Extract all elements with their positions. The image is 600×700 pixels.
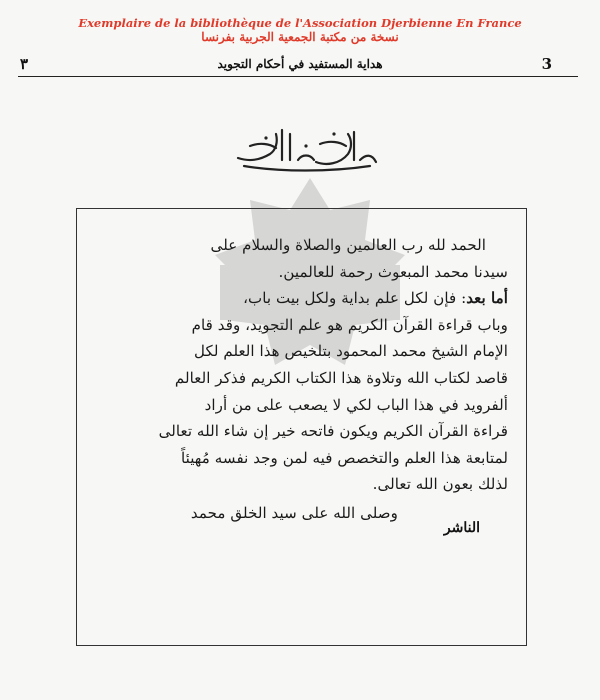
library-stamp-french: Exemplaire de la bibliothèque de l'Association Djerbienne En France	[78, 16, 522, 30]
header-divider	[18, 76, 578, 77]
text-line: ألفرويد في هذا الباب لكي لا يصعب على من أراد	[204, 395, 508, 414]
closing-prayer: وصلى الله على سيد الخلق محمد	[190, 503, 398, 522]
text-line	[96, 285, 508, 312]
text-line: قاصد لكتاب الله وتلاوة هذا الكتاب الكريم فذكر العالم	[174, 368, 508, 387]
text-line: لذلك بعون الله تعالى.	[372, 475, 508, 494]
text-line: وباب قراءة القرآن الكريم هو علم التجويد، وقد قام	[191, 315, 508, 334]
publisher-signature: الناشر	[443, 520, 480, 536]
text-line: قراءة القرآن الكريم ويكون فاتحه خير إن شاء الله تعالى	[158, 422, 508, 441]
text-line: سيدنا محمد المبعوث رحمة للعالمين.	[278, 262, 508, 281]
running-header-title: هداية المستفيد في أحكام التجويد	[217, 57, 383, 71]
text-line: الإمام الشيخ محمد المحمود بتلخيص هذا العلم لكل	[194, 342, 508, 361]
preface-text	[96, 232, 508, 527]
page-number-arabic: ٣	[20, 55, 29, 73]
text-line-fragment: : فإن لكل علم بداية ولكل بيت باب،	[243, 289, 467, 308]
text-line: لمتابعة هذا العلم والتخصص فيه لمن وجد نفسه مُهيئاً	[181, 448, 508, 467]
library-stamp-arabic: نسخة من مكتبة الجمعية الجربية بفرنسا	[201, 30, 399, 44]
text-line: الحمد لله رب العالمين والصلاة والسلام على	[210, 236, 486, 254]
page-number-latin: 3	[541, 55, 552, 73]
amma-baad-heading: أما بعد	[466, 289, 508, 308]
basmala-calligraphy	[230, 124, 380, 174]
